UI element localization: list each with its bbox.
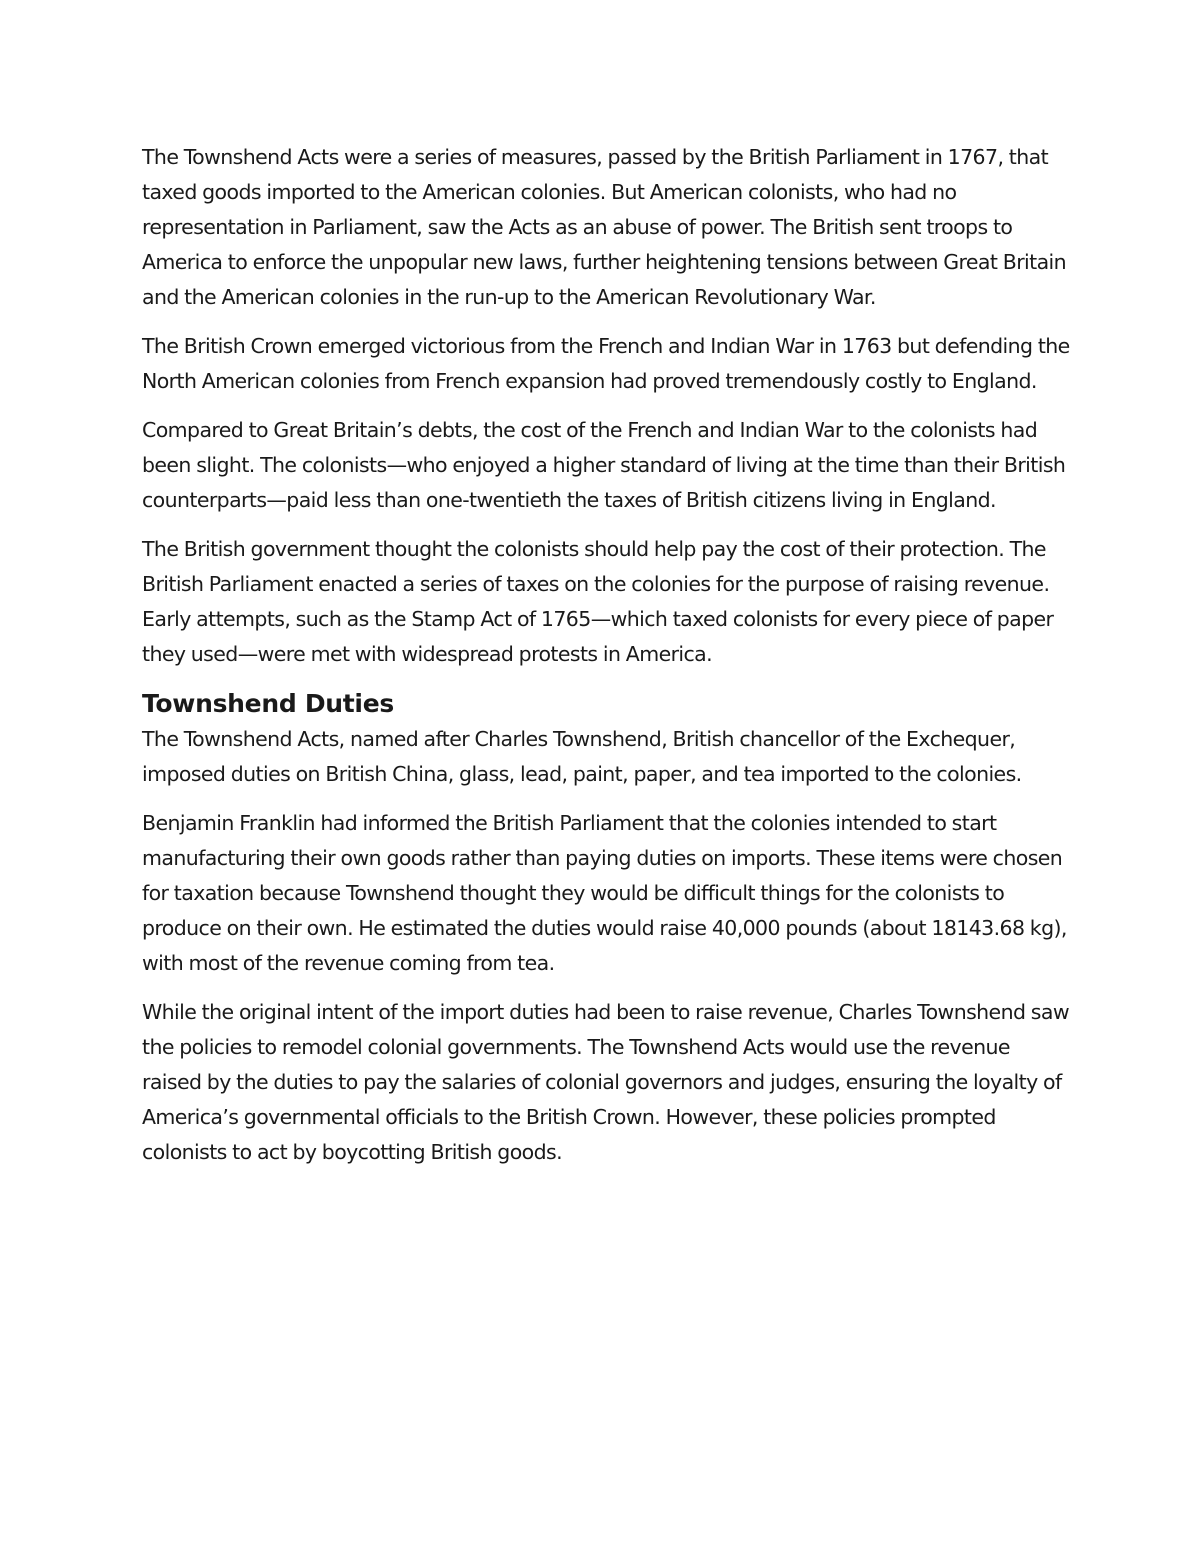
paragraph-section-2: Benjamin Franklin had informed the British Parliament that the colonies intended to start manufacturing their own goods rather than paying duties on imports. These items were chosen for taxation because Townshend thought they would be difficult things for the colonists to produce on their own. He estimated the duties would raise 40,000 pounds (about 18143.68 kg), with most of the revenue coming from tea. [142, 811, 1067, 975]
paragraph-section-3: While the original intent of the import duties had been to raise revenue, Charles Townshend saw the policies to remodel colonial governments. The Townshend Acts would use the revenue raised by the duties to pay the salaries of colonial governors and judges, ensuring the loyalty of America’s governmental officials to the British Crown. However, these policies prompted colonists to act by boycotting British goods. [142, 1000, 1069, 1164]
document-page [142, 140, 1072, 1184]
section-heading: Townshend Duties [142, 689, 394, 718]
paragraph-intro-3: Compared to Great Britain’s debts, the cost of the French and Indian War to the colonists had been slight. The colonists—who enjoyed a higher standard of living at the time than their British counterparts—paid less than one-twentieth the taxes of British citizens living in England. [142, 418, 1066, 512]
paragraph-intro-1: The Townshend Acts were a series of measures, passed by the British Parliament in 1767, that taxed goods imported to the American colonies. But American colonists, who had no representation in Parliament, saw the Acts as an abuse of power. The British sent troops to America to enforce the unpopular new laws, further heightening tensions between Great Britain and the American colonies in the run-up to the American Revolutionary War. [142, 145, 1067, 309]
paragraph-intro-4: The British government thought the colonists should help pay the cost of their protection. The British Parliament enacted a series of taxes on the colonies for the purpose of raising revenue. Early attempts, such as the Stamp Act of 1765—which taxed colonists for every piece of paper they used—were met with widespread protests in America. [142, 537, 1054, 666]
paragraph-intro-2: The British Crown emerged victorious from the French and Indian War in 1763 but defending the North American colonies from French expansion had proved tremendously costly to England. [142, 334, 1070, 393]
paragraph-section-1: The Townshend Acts, named after Charles Townshend, British chancellor of the Exchequer, imposed duties on British China, glass, lead, paint, paper, and tea imported to the colonies. [142, 727, 1022, 786]
